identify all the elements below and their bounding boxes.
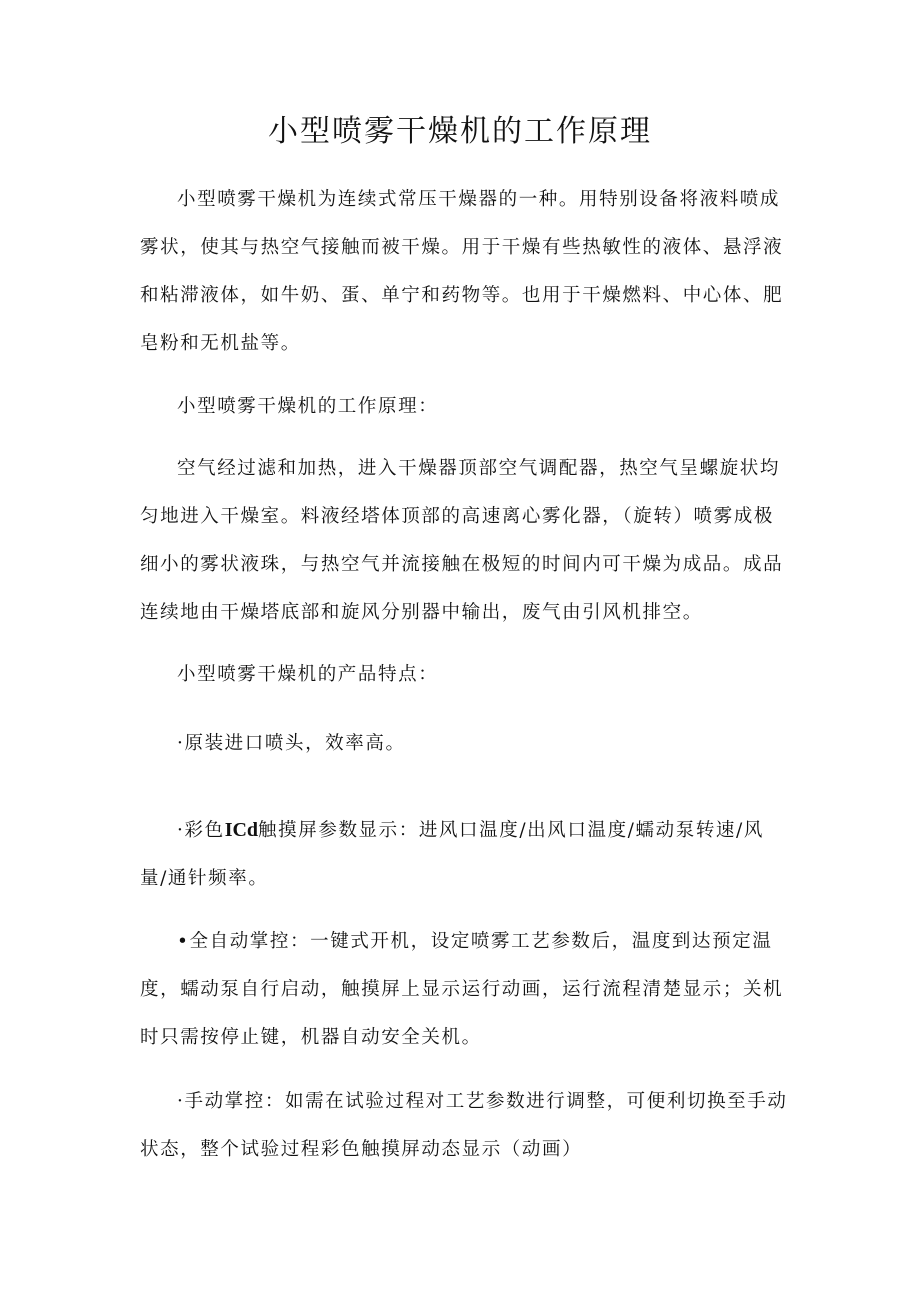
feature-item-nozzle: ·原装进口喷头，效率高。 [177,733,406,754]
feature-item-manual-control: ·手动掌控：如需在试验过程对工艺参数进行调整，可便利切换至手动状态，整个试验过程彩色触摸屏动态显示（动画） [140,1091,788,1160]
document-title: 小型喷雾干燥机的工作原理 [268,114,652,149]
principle-paragraph: 空气经过滤和加热，进入干燥器顶部空气调配器，热空气呈螺旋状均匀地进入干燥室。料液经塔体顶部的高速离心雾化器，（旋转）喷雾成极细小的雾状液珠，与热空气并流接触在极短的时间内可干燥为成品。成品连续地由干燥塔底部和旋风分别器中输出，废气由引风机排空。 [140,458,784,623]
feature-touchscreen-text: 触摸屏参数显示：进风口温度/出风口温度/蠕动泵转速/风量/通针频率。 [140,820,764,889]
feature-item-auto-control: •全自动掌控：一键式开机，设定喷雾工艺参数后，温度到达预定温度，蠕动泵自行启动，触摸屏上显示运行动画，运行流程清楚显示；关机时只需按停止键，机器自动安全关机。 [140,931,784,1048]
feature-touchscreen-lcd: ICd [224,819,259,841]
principle-heading: 小型喷雾干燥机的工作原理： [177,396,439,417]
feature-touchscreen-prefix: ·彩色 [177,820,225,841]
features-heading: 小型喷雾干燥机的产品特点： [177,664,439,685]
intro-paragraph: 小型喷雾干燥机为连续式常压干燥器的一种。用特别设备将液料喷成雾状，使其与热空气接触而被干燥。用于干燥有些热敏性的液体、悬浮液和粘滞液体，如牛奶、蛋、单宁和药物等。也用于干燥燃料、中心体、肥皂粉和无机盐等。 [140,189,784,354]
feature-item-touchscreen [140,806,790,903]
